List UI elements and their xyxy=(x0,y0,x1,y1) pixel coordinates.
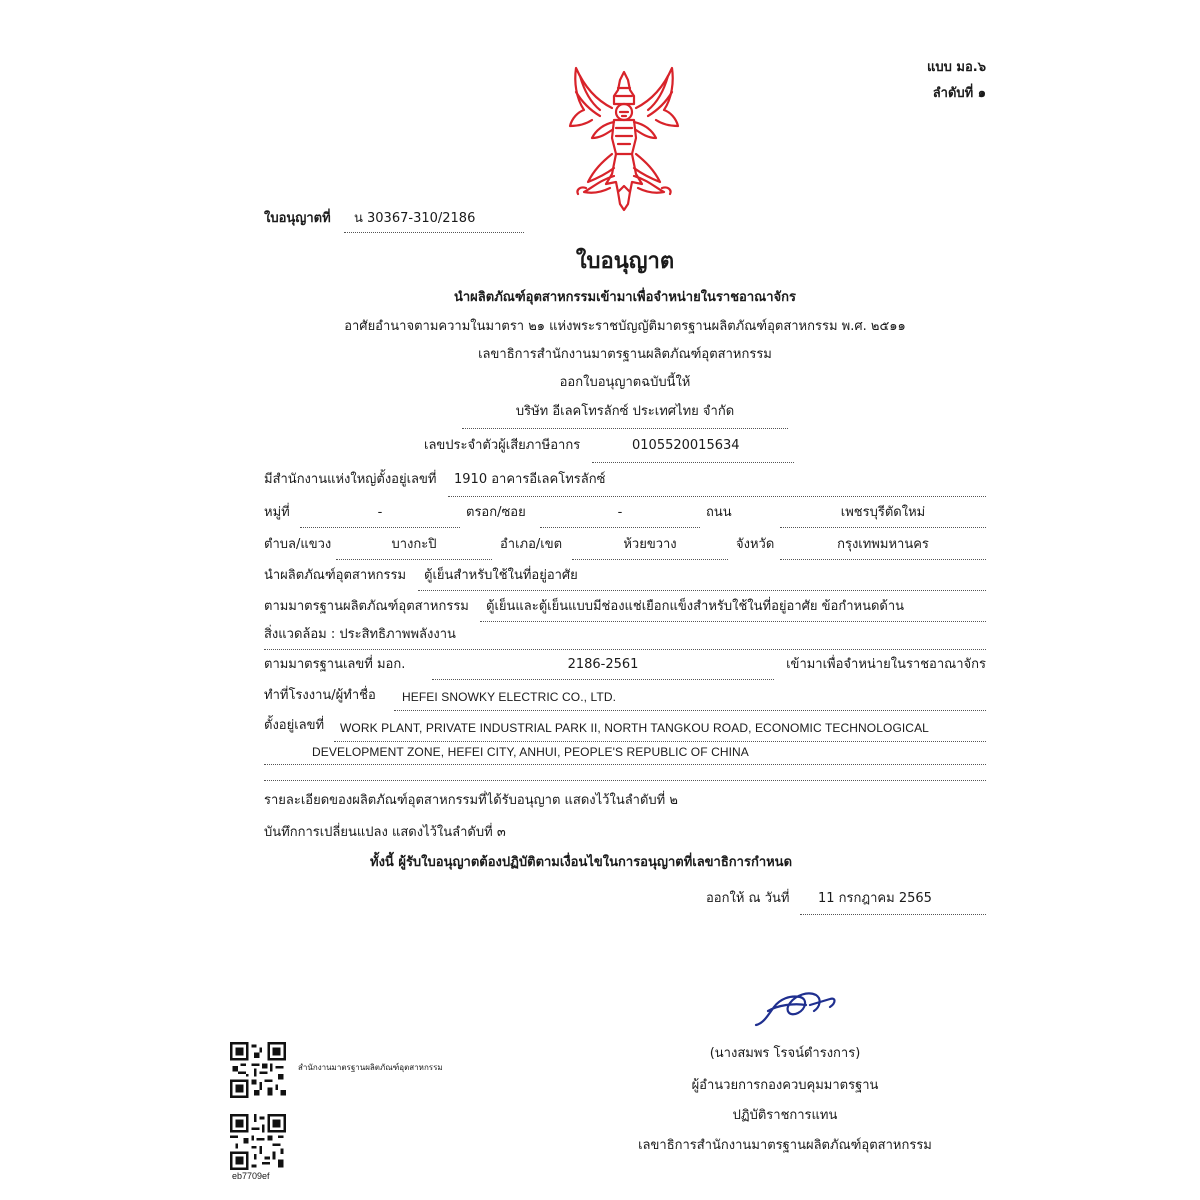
condition-note: ทั้งนี้ ผู้รับใบอนุญาตต้องปฏิบัติตามเงื่อนไขในการอนุญาตที่เลขาธิการกำหนด xyxy=(370,855,793,870)
district-label: อำเภอ/เขต xyxy=(500,537,563,552)
subtitle: นำผลิตภัณฑ์อุตสาหกรรมเข้ามาเพื่อจำหน่ายในราชอาณาจักร xyxy=(454,290,796,305)
subdistrict-value: บางกะปิ xyxy=(391,537,437,552)
factory-address-underline-3 xyxy=(264,780,986,781)
authority-line-3: ออกใบอนุญาตฉบับนี้ให้ xyxy=(559,375,691,390)
document-code: eb7709ef xyxy=(232,1171,270,1181)
qr-caption: สำนักงานมาตรฐานผลิตภัณฑ์อุตสาหกรรม xyxy=(298,1063,443,1072)
province-underline xyxy=(780,559,986,560)
soi-value: - xyxy=(617,505,623,520)
standard-value-line-1: ตู้เย็นและตู้เย็นแบบมีช่องแช่เยือกแข็งสำหรับใช้ในที่อยู่อาศัย ข้อกำหนดด้าน xyxy=(486,599,905,614)
soi-label: ตรอก/ซอย xyxy=(466,505,526,520)
moo-underline xyxy=(300,527,460,528)
manufacturer-underline xyxy=(394,710,986,711)
standard-value-line-2: สิ่งแวดล้อม : ประสิทธิภาพพลังงาน xyxy=(264,627,456,642)
factory-address-label: ตั้งอยู่เลขที่ xyxy=(264,718,325,733)
province-label: จังหวัด xyxy=(736,537,775,552)
tax-id-label: เลขประจำตัวผู้เสียภาษีอากร xyxy=(424,438,581,453)
authority-line-1: อาศัยอำนาจตามความในมาตรา ๒๑ แห่งพระราชบัญญัติมาตรฐานผลิตภัณฑ์อุตสาหกรรม พ.ศ. ๒๕๑๑ xyxy=(344,319,906,334)
product-value: ตู้เย็นสำหรับใช้ในที่อยู่อาศัย xyxy=(424,568,578,583)
signatory-name: (นางสมพร โรจน์ดำรงการ) xyxy=(709,1046,861,1061)
sequence-number: ลำดับที่ ๑ xyxy=(932,86,986,101)
moo-label: หมู่ที่ xyxy=(264,505,290,520)
factory-address-underline-1 xyxy=(334,741,986,742)
head-office-value: 1910 อาคารอีเลคโทรลักซ์ xyxy=(454,472,606,487)
qr-code-icon xyxy=(230,1042,286,1098)
road-underline xyxy=(780,527,986,528)
issued-label: ออกให้ ณ วันที่ xyxy=(706,891,790,906)
tax-id-underline xyxy=(592,462,794,463)
head-office-label: มีสำนักงานแห่งใหญ่ตั้งอยู่เลขที่ xyxy=(264,472,437,487)
road-value: เพชรบุรีตัดใหม่ xyxy=(840,505,926,520)
province-value: กรุงเทพมหานคร xyxy=(837,537,929,552)
page-title: ใบอนุญาต xyxy=(575,249,675,274)
moo-value: - xyxy=(377,505,383,520)
details-note: รายละเอียดของผลิตภัณฑ์อุตสาหกรรมที่ได้รับอนุญาต แสดงไว้ในลำดับที่ ๒ xyxy=(264,793,678,808)
district-underline xyxy=(572,559,728,560)
head-office-underline xyxy=(448,496,986,497)
road-label: ถนน xyxy=(706,505,732,520)
company-underline xyxy=(462,428,788,429)
standard-number-underline xyxy=(432,679,774,680)
issued-underline xyxy=(800,914,986,915)
form-code: แบบ มอ.๖ xyxy=(927,60,986,75)
standard-underline-1 xyxy=(480,621,986,622)
changes-note: บันทึกการเปลี่ยนแปลง แสดงไว้ในลำดับที่ ๓ xyxy=(264,825,506,840)
factory-address-line-2: DEVELOPMENT ZONE, HEFEI CITY, ANHUI, PEOPLE'S REPUBLIC OF CHINA xyxy=(312,745,749,759)
product-label: นำผลิตภัณฑ์อุตสาหกรรม xyxy=(264,568,407,583)
standard-underline-2 xyxy=(264,649,986,650)
qr-code-icon xyxy=(230,1114,286,1170)
standard-number-suffix: เข้ามาเพื่อจำหน่ายในราชอาณาจักร xyxy=(786,657,986,672)
soi-underline xyxy=(540,527,700,528)
factory-address-line-1: WORK PLANT, PRIVATE INDUSTRIAL PARK II, NORTH TANGKOU ROAD, ECONOMIC TECHNOLOGICAL xyxy=(340,721,929,735)
issued-date: 11 กรกฎาคม 2565 xyxy=(818,891,932,906)
company-name: บริษัท อีเลคโทรลักซ์ ประเทศไทย จำกัด xyxy=(515,404,735,419)
subdistrict-label: ตำบล/แขวง xyxy=(264,537,332,552)
tax-id-value: 0105520015634 xyxy=(632,438,740,453)
subdistrict-underline xyxy=(336,559,492,560)
standard-label: ตามมาตรฐานผลิตภัณฑ์อุตสาหกรรม xyxy=(264,599,469,614)
district-value: ห้วยขวาง xyxy=(623,537,677,552)
garuda-emblem-icon xyxy=(556,58,692,214)
authority-line-2: เลขาธิการสำนักงานมาตรฐานผลิตภัณฑ์อุตสาหกรรม xyxy=(478,347,772,362)
factory-address-underline-2 xyxy=(264,764,986,765)
manufacturer-value: HEFEI SNOWKY ELECTRIC CO., LTD. xyxy=(402,690,617,704)
signatory-acting: ปฏิบัติราชการแทน xyxy=(732,1108,838,1123)
standard-number-label: ตามมาตรฐานเลขที่ มอก. xyxy=(264,657,406,672)
license-number-underline xyxy=(344,232,524,233)
signatory-position: ผู้อำนวยการกองควบคุมมาตรฐาน xyxy=(691,1078,879,1093)
standard-number-value: 2186-2561 xyxy=(567,657,639,672)
license-number-value: น 30367-310/2186 xyxy=(354,211,476,226)
product-underline xyxy=(418,590,986,591)
license-number-label: ใบอนุญาตที่ xyxy=(264,211,331,226)
manufacturer-label: ทำที่โรงงาน/ผู้ทำชื่อ xyxy=(264,688,376,703)
signature-image xyxy=(750,985,842,1035)
signatory-office: เลขาธิการสำนักงานมาตรฐานผลิตภัณฑ์อุตสาหกรรม xyxy=(638,1138,932,1153)
